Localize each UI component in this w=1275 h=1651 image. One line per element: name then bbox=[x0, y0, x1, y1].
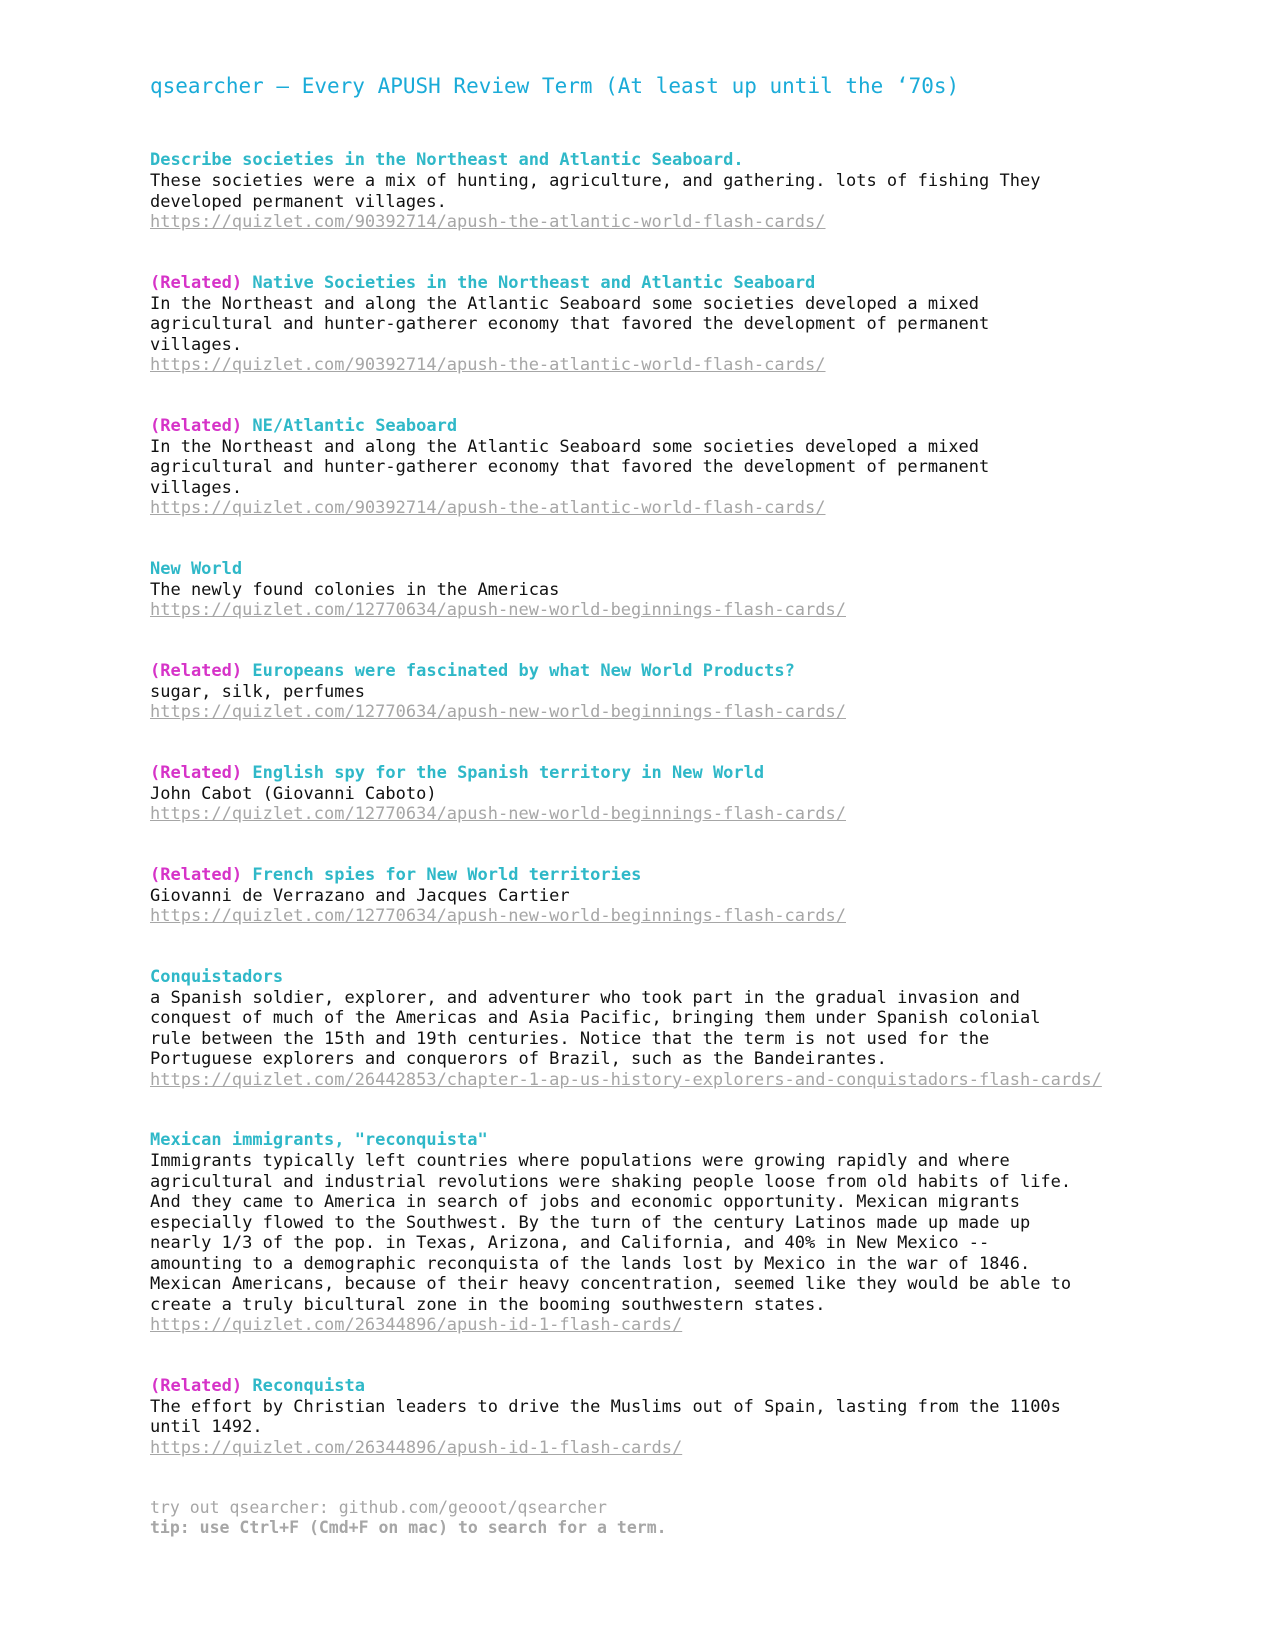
term-definition: Giovanni de Verrazano and Jacques Cartier bbox=[150, 885, 570, 906]
term-entry bbox=[150, 763, 1130, 825]
term-definition: These societies were a mix of hunting, agriculture, and gathering. lots of fishing They developed permanent villages. bbox=[150, 171, 1041, 212]
term-definition: The effort by Christian leaders to drive the Muslims out of Spain, lasting from the 1100s until 1492. bbox=[150, 1396, 1061, 1437]
term-definition: John Cabot (Giovanni Caboto) bbox=[150, 783, 437, 804]
term-heading bbox=[150, 1376, 1130, 1397]
source-link[interactable]: https://quizlet.com/90392714/apush-the-atlantic-world-flash-cards/ bbox=[150, 498, 826, 518]
term-heading bbox=[150, 150, 1130, 171]
term-entry bbox=[150, 661, 1130, 723]
related-label: (Related) bbox=[150, 1375, 243, 1396]
source-link[interactable]: https://quizlet.com/26344896/apush-id-1-flash-cards/ bbox=[150, 1437, 683, 1458]
term-title: Conquistadors bbox=[150, 966, 284, 987]
related-label: (Related) bbox=[150, 762, 243, 783]
term-definition: Immigrants typically left countries where populations were growing rapidly and where agricultural and industrial revolutions were shaking people loose from old habits of life. And they came to America in search of jobs and economic opportunity. Mexican migrants especially flowed to the Southwest. By the turn of the century Latinos made up made up nearly 1/3 of the pop. in Texas, Arizona, and California, and 40% in New Mexico -- amounting to a demographic reconquista of the lands lost by Mexico in the war of 1846. Mexican Americans, because of their heavy concentration, seemed like they would be able to create a truly bicultural zone in the booming southwestern states. bbox=[150, 1151, 1072, 1315]
term-entry bbox=[150, 1130, 1130, 1336]
term-heading bbox=[150, 1130, 1130, 1151]
term-definition: In the Northeast and along the Atlantic Seaboard some societies developed a mixed agricultural and hunter-gatherer economy that favored the development of permanent villages. bbox=[150, 293, 990, 355]
term-title: NE/Atlantic Seaboard bbox=[252, 415, 458, 436]
source-link[interactable]: https://quizlet.com/12770634/apush-new-world-beginnings-flash-cards/ bbox=[150, 600, 846, 620]
related-label: (Related) bbox=[150, 415, 243, 436]
term-entry bbox=[150, 273, 1130, 376]
term-heading bbox=[150, 967, 1130, 988]
term-heading bbox=[150, 416, 1130, 437]
term-heading bbox=[150, 661, 1130, 682]
source-link[interactable]: https://quizlet.com/26344896/apush-id-1-flash-cards/ bbox=[150, 1315, 683, 1335]
term-heading bbox=[150, 273, 1130, 294]
term-entry bbox=[150, 150, 1130, 233]
term-entry bbox=[150, 416, 1130, 519]
source-link[interactable]: https://quizlet.com/26442853/chapter-1-ap-us-history-explorers-and-conquistadors-flash-cards/ bbox=[150, 1069, 1102, 1090]
term-title: Mexican immigrants, "reconquista" bbox=[150, 1130, 488, 1150]
term-entry bbox=[150, 1376, 1130, 1459]
term-title: Describe societies in the Northeast and Atlantic Seaboard. bbox=[150, 150, 744, 170]
term-definition: a Spanish soldier, explorer, and adventurer who took part in the gradual invasion and conquest of much of the Americas and Asia Pacific, bringing them under Spanish colonial rule between the 15th and 19th centuries. Notice that the term is not used for the Portuguese explorers and conquerors of Brazil, such as the Bandeirantes. bbox=[150, 987, 1041, 1069]
term-heading bbox=[150, 559, 1130, 580]
footer-tip: tip: use Ctrl+F (Cmd+F on mac) to search for a term. bbox=[150, 1518, 667, 1537]
term-entry bbox=[150, 559, 1130, 621]
related-label: (Related) bbox=[150, 272, 243, 293]
related-label: (Related) bbox=[150, 660, 243, 681]
source-link[interactable]: https://quizlet.com/12770634/apush-new-world-beginnings-flash-cards/ bbox=[150, 804, 846, 824]
source-link[interactable]: https://quizlet.com/90392714/apush-the-atlantic-world-flash-cards/ bbox=[150, 355, 826, 375]
page-title: qsearcher – Every APUSH Review Term (At least up until the ‘70s) bbox=[150, 74, 960, 98]
page-content bbox=[150, 72, 1130, 1538]
source-link[interactable]: https://quizlet.com/12770634/apush-new-world-beginnings-flash-cards/ bbox=[150, 702, 846, 722]
term-title: French spies for New World territories bbox=[252, 864, 642, 885]
footer-promo: try out qsearcher: github.com/geooot/qsearcher bbox=[150, 1498, 607, 1517]
source-link[interactable]: https://quizlet.com/90392714/apush-the-atlantic-world-flash-cards/ bbox=[150, 212, 826, 232]
term-heading bbox=[150, 865, 1130, 886]
term-title: Reconquista bbox=[252, 1375, 365, 1396]
term-heading bbox=[150, 763, 1130, 784]
term-definition: sugar, silk, perfumes bbox=[150, 681, 365, 702]
source-link[interactable]: https://quizlet.com/12770634/apush-new-world-beginnings-flash-cards/ bbox=[150, 906, 846, 926]
term-entry bbox=[150, 967, 1130, 1091]
term-title: English spy for the Spanish territory in New World bbox=[252, 762, 765, 783]
term-definition: In the Northeast and along the Atlantic Seaboard some societies developed a mixed agricultural and hunter-gatherer economy that favored the development of permanent villages. bbox=[150, 436, 990, 498]
term-list bbox=[150, 150, 1130, 1458]
term-title: Native Societies in the Northeast and Atlantic Seaboard bbox=[252, 272, 816, 293]
term-title: Europeans were fascinated by what New World Products? bbox=[252, 660, 795, 681]
term-definition: The newly found colonies in the Americas bbox=[150, 579, 560, 600]
footer bbox=[150, 1498, 1130, 1538]
term-title: New World bbox=[150, 558, 243, 579]
term-entry bbox=[150, 865, 1130, 927]
related-label: (Related) bbox=[150, 864, 243, 885]
